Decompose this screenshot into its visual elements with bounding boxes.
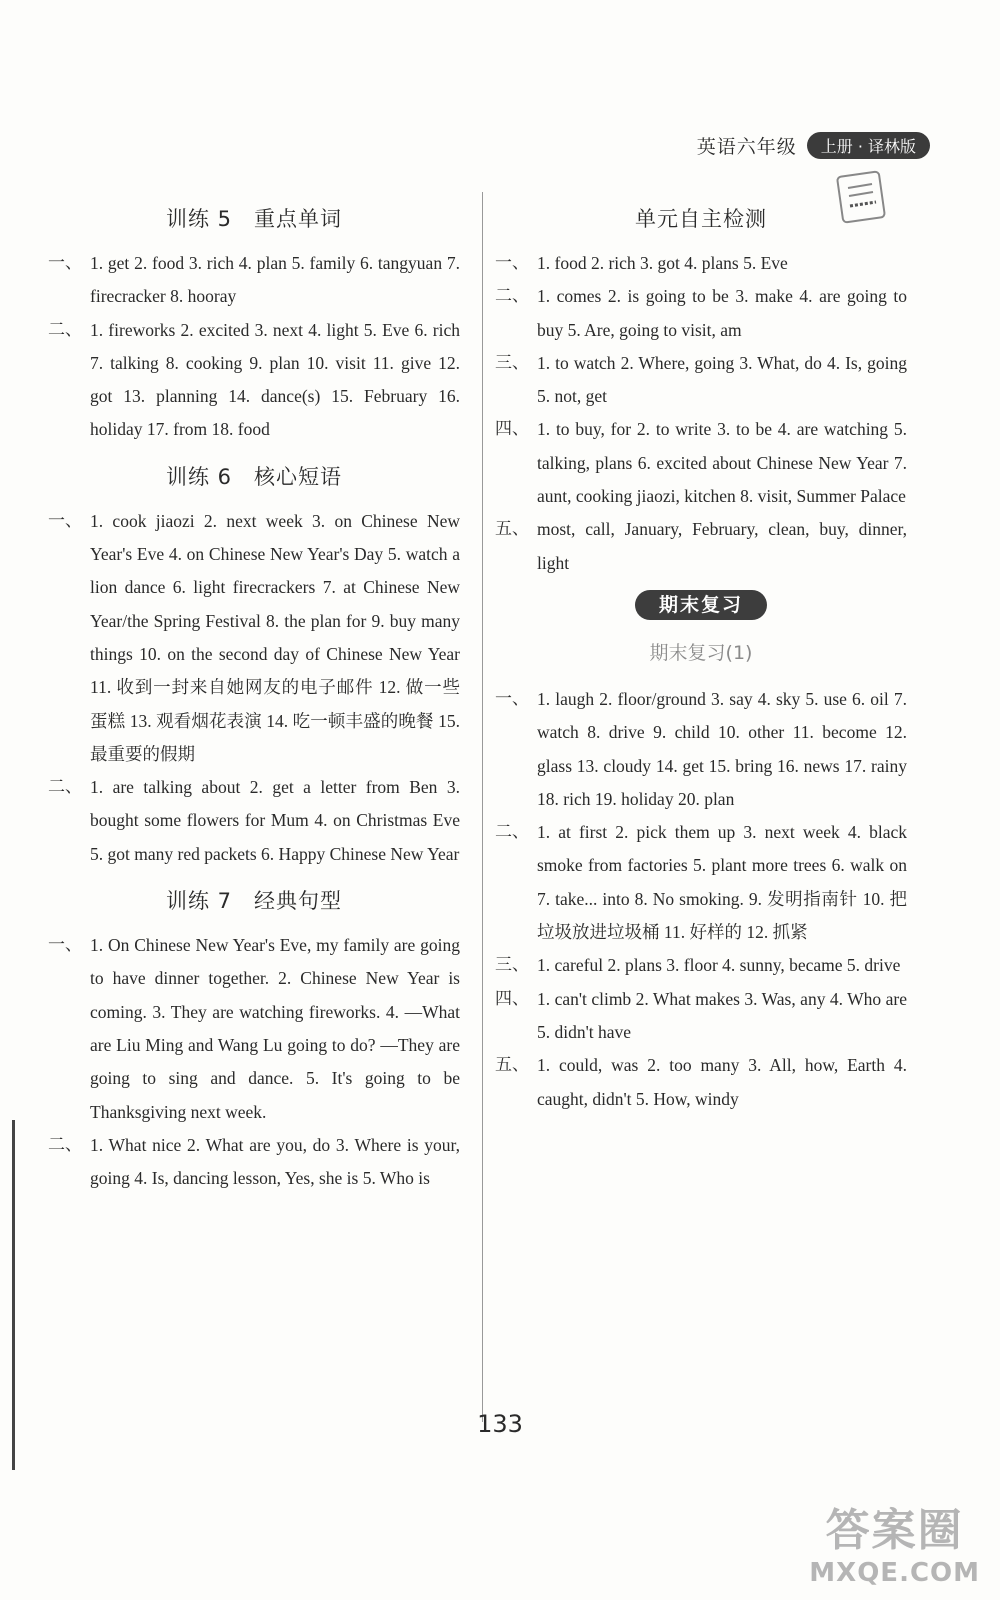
answer-block: 二、 1. What nice 2. What are you, do 3. Where is your, going 4. Is, dancing lesson, Yes, she is 5. Who is xyxy=(48,1134,460,1189)
answer-block: 三、 1. careful 2. plans 3. floor 4. sunny, became 5. drive xyxy=(495,955,901,976)
answer-block: 二、 1. at first 2. pick them up 3. next week 4. black smoke from factories 5. plant more trees 6. walk on 7. take... into 8. No smoking. 9. 发明指南针 10. 把垃圾放进垃圾桶 11. 好样的 12. 抓紧 xyxy=(495,822,907,943)
column-divider xyxy=(482,192,483,1422)
answer-block: 三、 1. to watch 2. Where, going 3. What, do 4. Is, going 5. not, get xyxy=(495,352,907,407)
section-heading: 单元自主检测 xyxy=(635,207,767,231)
section-heading: 训练 5 重点单词 xyxy=(165,207,343,231)
section-training-7 xyxy=(48,885,460,1195)
section-final-review xyxy=(495,590,907,1116)
edition-badge: 上册 · 译林版 xyxy=(807,132,930,159)
section-training-5 xyxy=(48,203,460,447)
answer-block: 二、 1. fireworks 2. excited 3. next 4. light 5. Eve 6. rich 7. talking 8. cooking 9. plan 10. visit 11. give 12. got 13. planning 14. dance(s) 15. February 16. holiday 17. from 18. food xyxy=(48,319,460,440)
answer-block: 四、 1. can't climb 2. What makes 3. Was, any 4. Who are 5. didn't have xyxy=(495,988,907,1042)
right-column xyxy=(495,195,907,1116)
watermark-logo: 答案圈 xyxy=(825,1505,964,1556)
section-heading: 训练 7 经典句型 xyxy=(165,889,343,914)
answer-block: 一、 1. On Chinese New Year's Eve, my family are going to have dinner together. 2. Chinese New Year is coming. 3. They are watching fireworks. 4. —What are Liu Ming and Wang Lu going to do? —They are going to sing and dance. 5. It's going to be Thanksgiving next week. xyxy=(48,935,460,1122)
answer-block: 一、 1. cook jiaozi 2. next week 3. on Chinese New Year's Eve 4. on Chinese New Year's Day 5. watch a lion dance 6. light firecrackers 7. at Chinese New Year/the Spring Festival 8. the plan for 9. buy many things 10. on the second day of Chinese New Year 11. 收到一封来自她网友的电子邮件 12. 做一些蛋糕 13. 观看烟花表演 14. 吃一顿丰盛的晚餐 15. 最重要的假期 xyxy=(48,510,460,764)
section-heading: 训练 6 核心短语 xyxy=(165,464,343,489)
final-review-subheading: 期末复习(1) xyxy=(649,641,753,664)
answer-block: 四、 1. to buy, for 2. to write 3. to be 4. are watching 5. talking, plans 6. excited about Chinese New Year 7. aunt, cooking jiaozi, kitchen 8. visit, Summer Palace xyxy=(495,419,907,507)
answer-block: 二、 1. comes 2. is going to be 3. make 4. are going to buy 5. Are, going to visit, am xyxy=(495,286,907,340)
watermark xyxy=(809,1494,980,1588)
answer-block: 五、 most, call, January, February, clean, buy, dinner, light xyxy=(495,519,907,573)
watermark-url: MXQE.COM xyxy=(809,1558,980,1588)
final-review-pill: 期末复习 xyxy=(635,590,767,620)
section-training-6 xyxy=(48,461,460,871)
answer-block: 二、 1. are talking about 2. get a letter from Ben 3. bought some flowers for Mum 4. on Christmas Eve 5. got many red packets 6. Happy Chinese New Year xyxy=(48,777,460,864)
left-column xyxy=(48,195,460,1195)
section-unit-test xyxy=(495,203,907,580)
answer-block: 一、 1. laugh 2. floor/ground 3. say 4. sky 5. use 6. oil 7. watch 8. drive 9. child 10. other 11. become 12. glass 13. cloudy 14. get 15. bring 16. news 17. rainy 18. rich 19. holiday 20. plan xyxy=(495,688,907,809)
answer-block: 一、 1. food 2. rich 3. got 4. plans 5. Eve xyxy=(495,253,788,273)
answer-block: 一、 1. get 2. food 3. rich 4. plan 5. family 6. tangyuan 7. firecracker 8. hooray xyxy=(48,253,460,307)
book-title: 英语六年级 xyxy=(696,136,797,158)
page-number: 133 xyxy=(477,1410,523,1438)
page-header xyxy=(697,132,930,159)
answer-block: 五、 1. could, was 2. too many 3. All, how, Earth 4. caught, didn't 5. How, windy xyxy=(495,1055,907,1109)
